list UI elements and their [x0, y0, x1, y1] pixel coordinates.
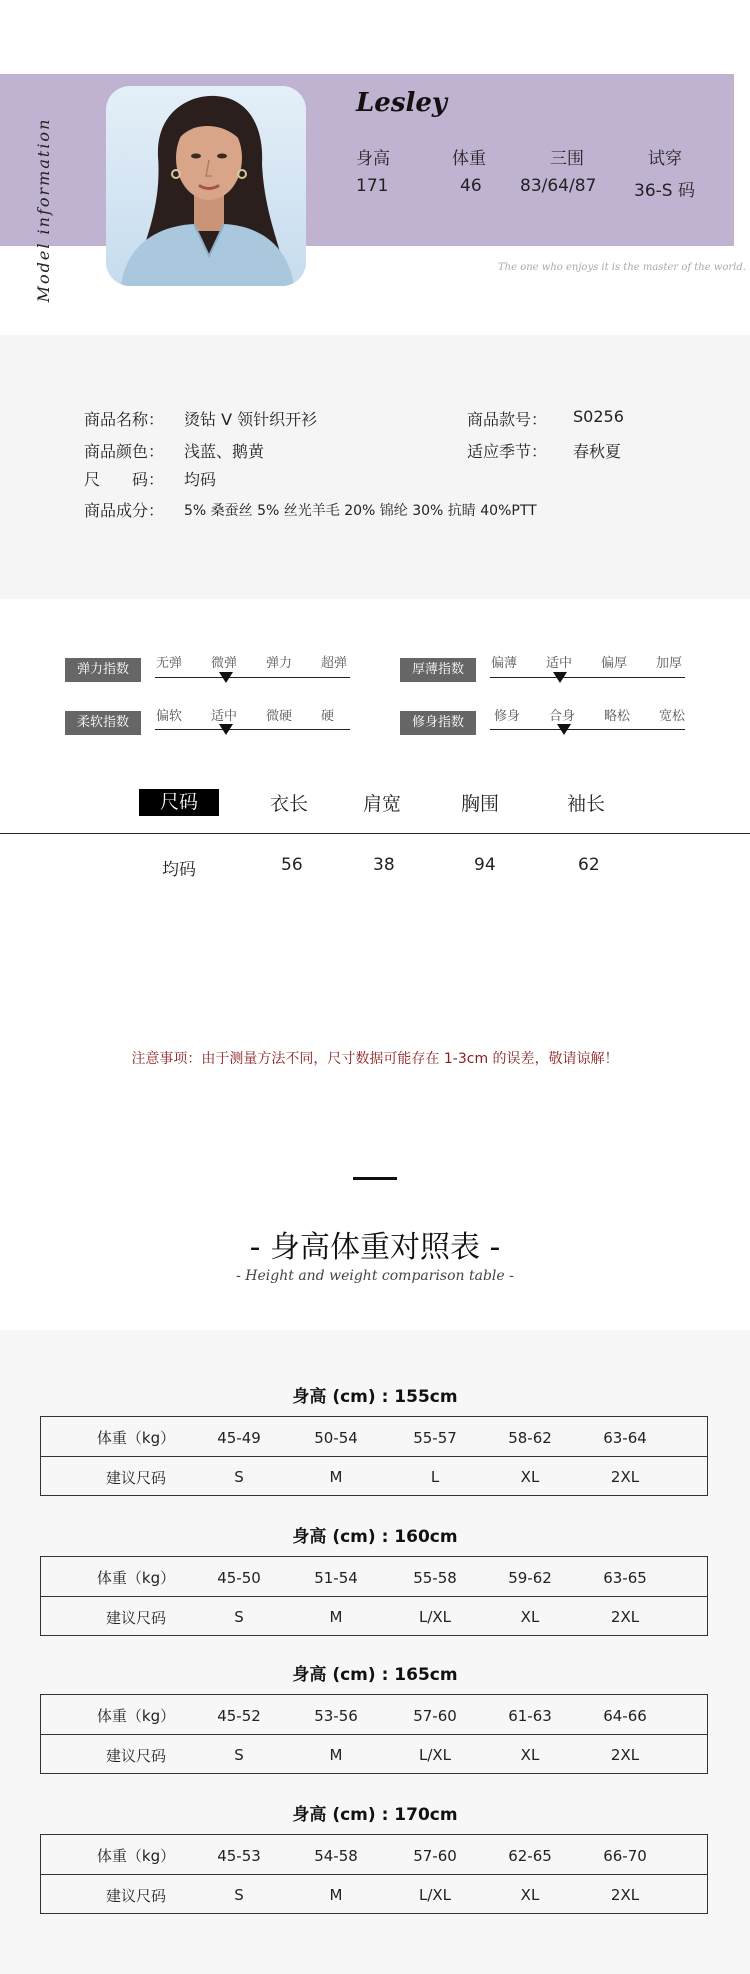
elasticity-index-tag: 弹力指数 [65, 658, 141, 682]
product-material-value: 5% 桑蚕丝 5% 丝光羊毛 20% 锦纶 30% 抗睛 40%PTT [184, 503, 537, 519]
weight-cell: 63-65 [603, 1569, 647, 1587]
table-row-divider [41, 1456, 707, 1457]
index-option: 修身 [494, 709, 521, 724]
index-marker [219, 672, 233, 683]
index-option: 无弹 [156, 656, 183, 671]
product-code-value: S0256 [573, 407, 624, 426]
size-table-header: 胸围 [461, 793, 500, 815]
index-option: 合身 [549, 709, 576, 724]
product-size-value: 均码 [184, 470, 217, 489]
size-cell: XL [520, 1746, 540, 1764]
size-cell: L [430, 1468, 440, 1486]
model-stat-header: 试穿 [648, 149, 682, 169]
height-weight-table [40, 1556, 708, 1636]
size-cell: XL [520, 1608, 540, 1626]
model-name: Lesley [356, 88, 447, 118]
size-cell: 2XL [610, 1746, 640, 1764]
weight-row-label: 体重（kg） [96, 1847, 176, 1865]
index-scale-line [490, 729, 685, 730]
height-table-title: 身高 (cm) : 165cm [292, 1665, 458, 1685]
height-weight-table [40, 1416, 708, 1496]
index-option: 偏软 [156, 709, 183, 724]
index-marker [219, 724, 233, 735]
index-scale-line [155, 677, 350, 678]
model-stat-value: 36-S 码 [634, 181, 695, 201]
size-cell: XL [520, 1886, 540, 1904]
model-photo [106, 86, 306, 286]
model-information-label: Model information [34, 117, 53, 303]
height-weight-table [40, 1694, 708, 1774]
model-stat-value: 83/64/87 [520, 176, 597, 196]
size-table-cell: 94 [474, 855, 496, 875]
product-size-label: 尺 码： [84, 470, 165, 489]
table-row-divider [41, 1874, 707, 1875]
table-row-divider [41, 1596, 707, 1597]
size-cell: M [329, 1468, 343, 1486]
size-table-header: 袖长 [567, 793, 606, 815]
model-portrait-image [106, 86, 306, 286]
weight-cell: 57-60 [413, 1847, 457, 1865]
index-option: 宽松 [659, 709, 686, 724]
weight-row-label: 体重（kg） [96, 1707, 176, 1725]
weight-cell: 54-58 [314, 1847, 358, 1865]
height-table-title: 身高 (cm) : 160cm [292, 1527, 458, 1547]
size-table-header: 尺码 [139, 789, 219, 816]
weight-cell: 61-63 [508, 1707, 552, 1725]
size-cell: L/XL [418, 1746, 452, 1764]
size-cell: S [234, 1886, 244, 1904]
index-option: 弹力 [266, 656, 293, 671]
product-color-label: 商品颜色： [84, 442, 165, 461]
product-season-label: 适应季节： [467, 442, 548, 461]
weight-cell: 53-56 [314, 1707, 358, 1725]
height-weight-table [40, 1834, 708, 1914]
product-name-value: 烫钻 V 领针织开衫 [184, 410, 318, 429]
weight-cell: 63-64 [603, 1429, 647, 1447]
weight-row-label: 体重（kg） [96, 1429, 176, 1447]
size-row-label: 建议尺码 [105, 1747, 166, 1765]
softness-index-tag: 柔软指数 [65, 711, 141, 735]
size-row-label: 建议尺码 [105, 1887, 166, 1905]
index-option: 微硬 [266, 709, 293, 724]
section-divider [353, 1177, 397, 1180]
size-table-header: 肩宽 [363, 793, 402, 815]
index-option: 偏厚 [601, 656, 628, 671]
weight-cell: 59-62 [508, 1569, 552, 1587]
weight-cell: 55-57 [413, 1429, 457, 1447]
product-season-value: 春秋夏 [573, 442, 622, 461]
index-option: 偏薄 [491, 656, 518, 671]
model-stat-header: 体重 [452, 149, 486, 169]
size-cell: M [329, 1886, 343, 1904]
index-option: 超弹 [321, 656, 348, 671]
size-cell: 2XL [610, 1886, 640, 1904]
tagline: The one who enjoys it is the master of the world. [498, 262, 746, 273]
index-option: 适中 [211, 709, 238, 724]
weight-cell: 51-54 [314, 1569, 358, 1587]
table-row-divider [41, 1734, 707, 1735]
model-stat-header: 三围 [550, 149, 584, 169]
product-code-label: 商品款号： [467, 410, 548, 429]
model-stat-value: 171 [356, 176, 389, 196]
size-table-cell: 56 [281, 855, 303, 875]
weight-cell: 64-66 [603, 1707, 647, 1725]
weight-cell: 57-60 [413, 1707, 457, 1725]
thickness-index-tag: 厚薄指数 [400, 658, 476, 682]
size-table-cell: 均码 [162, 860, 196, 880]
product-material-label: 商品成分： [84, 501, 165, 520]
index-marker [557, 724, 571, 735]
weight-cell: 50-54 [314, 1429, 358, 1447]
size-cell: XL [520, 1468, 540, 1486]
product-name-label: 商品名称： [84, 410, 165, 429]
product-color-value: 浅蓝、鹅黄 [184, 442, 265, 461]
index-option: 略松 [604, 709, 631, 724]
size-table-divider [0, 833, 750, 834]
index-scale-line [155, 729, 350, 730]
size-cell: M [329, 1746, 343, 1764]
size-cell: S [234, 1746, 244, 1764]
weight-cell: 45-53 [217, 1847, 261, 1865]
size-table-cell: 38 [373, 855, 395, 875]
size-table-cell: 62 [578, 855, 600, 875]
weight-cell: 45-49 [217, 1429, 261, 1447]
weight-cell: 58-62 [508, 1429, 552, 1447]
index-marker [553, 672, 567, 683]
index-scale-line [490, 677, 685, 678]
size-cell: 2XL [610, 1468, 640, 1486]
size-row-label: 建议尺码 [105, 1609, 166, 1627]
size-row-label: 建议尺码 [105, 1469, 166, 1487]
height-table-title: 身高 (cm) : 170cm [292, 1805, 458, 1825]
measurement-notice: 注意事项：由于测量方法不同，尺寸数据可能存在 1-3cm 的误差，敬请谅解！ [131, 1051, 619, 1067]
model-stat-header: 身高 [356, 149, 390, 169]
size-cell: S [234, 1468, 244, 1486]
weight-cell: 45-52 [217, 1707, 261, 1725]
comparison-subtitle: - Height and weight comparison table - [236, 1268, 514, 1284]
size-table-header: 衣长 [270, 793, 309, 815]
size-cell: L/XL [418, 1608, 452, 1626]
weight-row-label: 体重（kg） [96, 1569, 176, 1587]
fit-index-tag: 修身指数 [400, 711, 476, 735]
weight-cell: 55-58 [413, 1569, 457, 1587]
weight-cell: 66-70 [603, 1847, 647, 1865]
index-option: 硬 [321, 709, 335, 724]
weight-cell: 45-50 [217, 1569, 261, 1587]
index-option: 微弹 [211, 656, 238, 671]
comparison-title: - 身高体重对照表 - [249, 1230, 501, 1265]
index-option: 适中 [546, 656, 573, 671]
index-option: 加厚 [656, 656, 683, 671]
weight-cell: 62-65 [508, 1847, 552, 1865]
size-cell: M [329, 1608, 343, 1626]
size-cell: L/XL [418, 1886, 452, 1904]
size-cell: S [234, 1608, 244, 1626]
model-stat-value: 46 [460, 176, 482, 196]
height-table-title: 身高 (cm) : 155cm [292, 1387, 458, 1407]
size-cell: 2XL [610, 1608, 640, 1626]
